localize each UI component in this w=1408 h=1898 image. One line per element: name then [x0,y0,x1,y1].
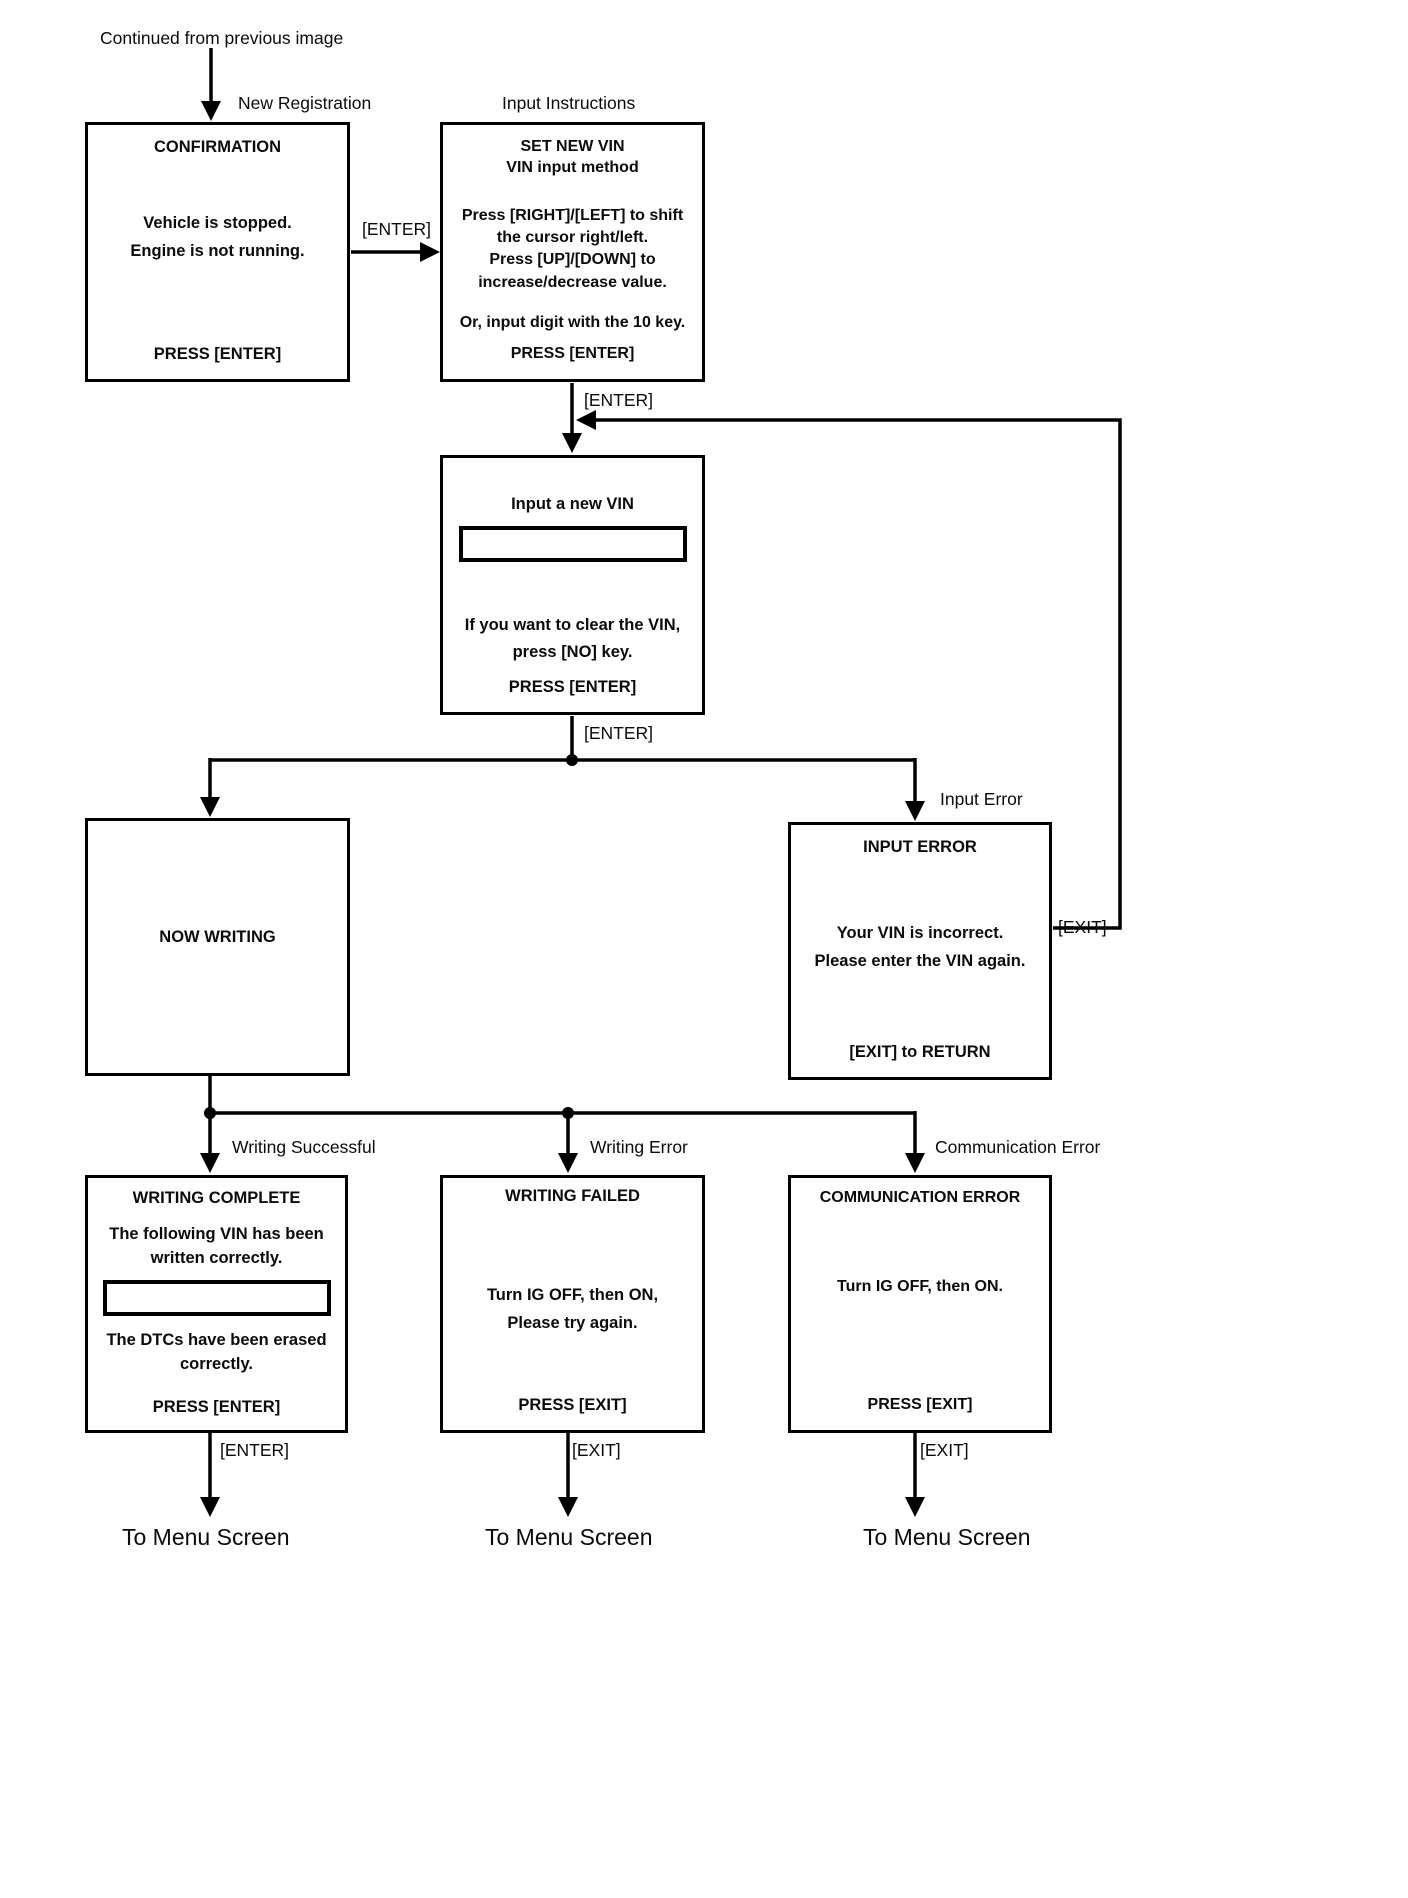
screen-text: Press [UP]/[DOWN] to [489,251,656,269]
screen-text: written correctly. [150,1249,283,1268]
branch-label-input-error: Input Error [940,789,1023,809]
screen-writing-complete [85,1175,348,1433]
screen-text: press [NO] key. [512,642,633,661]
terminal-to-menu-1: To Menu Screen [122,1524,290,1550]
terminal-to-menu-3: To Menu Screen [863,1524,1031,1550]
screen-text: increase/decrease value. [478,273,667,291]
screen-title: INPUT ERROR [863,838,977,856]
screen-footer: PRESS [ENTER] [152,1397,281,1416]
screen-text: Vehicle is stopped. [143,214,292,233]
terminal-to-menu-2: To Menu Screen [485,1524,653,1550]
edge-label-exit-2: [EXIT] [572,1440,621,1460]
screen-text: Please try again. [507,1314,638,1333]
screen-set-new-vin [440,122,705,382]
screen-communication-error [788,1175,1052,1433]
screen-title: CONFIRMATION [153,138,282,156]
screen-text: Press [RIGHT]/[LEFT] to shift [461,206,684,224]
screen-title: NOW WRITING [159,928,276,947]
screen-text: If you want to clear the VIN, [464,616,681,635]
screen-text: correctly. [179,1355,254,1374]
edge-label-exit-return: [EXIT] [1058,917,1107,937]
screen-title: COMMUNICATION ERROR [819,1189,1021,1206]
edge-label-enter-1: [ENTER] [362,219,432,239]
edge-label-enter-3: [ENTER] [584,723,654,743]
screen-footer: PRESS [ENTER] [153,344,282,363]
screen-footer: PRESS [ENTER] [508,677,637,696]
screen-body [130,210,304,264]
screen-footer: PRESS [ENTER] [510,345,635,363]
vin-input-box [459,526,687,562]
screen-text: Turn IG OFF, then ON. [837,1277,1003,1295]
edge-label-enter-4: [ENTER] [220,1440,290,1460]
screen-text: The DTCs have been erased [106,1331,327,1350]
vin-result-box [103,1280,331,1316]
screen-title: WRITING FAILED [505,1187,640,1205]
screen-writing-failed [440,1175,705,1433]
screen-text: Your VIN is incorrect. [836,924,1004,943]
screen-body [109,1223,324,1271]
edge-label-exit-3: [EXIT] [920,1440,969,1460]
screen-title: SET NEW VIN [520,138,625,155]
branch-label-communication-error: Communication Error [935,1137,1101,1157]
screen-confirmation [85,122,350,382]
screen-text: Engine is not running. [130,241,305,260]
start-label: Continued from previous image [100,28,344,48]
branch-label-writing-successful: Writing Successful [232,1137,376,1157]
edge-label-enter-2: [ENTER] [584,390,654,410]
screen-body [487,1281,658,1337]
screen-footer: PRESS [EXIT] [867,1396,973,1414]
branch-label-writing-error: Writing Error [590,1137,688,1157]
screen-text: Or, input digit with the 10 key. [459,314,686,332]
screen-body [106,1329,326,1377]
screen-body [815,920,1026,974]
screen-body [465,612,680,665]
screen-input-error [788,822,1052,1080]
screen-footer: [EXIT] to RETURN [849,1042,991,1061]
screen-subtitle: VIN input method [506,158,639,176]
screen-text: Turn IG OFF, then ON, [486,1286,659,1305]
screen-title: Input a new VIN [511,495,634,513]
screen-text: The following VIN has been [109,1225,324,1244]
screen-body [462,205,683,295]
screen-now-writing [85,818,350,1076]
screen-text: the cursor right/left. [496,228,649,246]
branch-label-new-registration: New Registration [238,93,372,113]
screen-text: Please enter the VIN again. [814,951,1026,970]
branch-label-input-instructions: Input Instructions [502,93,636,113]
screen-title: WRITING COMPLETE [132,1189,301,1207]
screen-input-vin [440,455,705,715]
screen-footer: PRESS [EXIT] [518,1395,627,1414]
